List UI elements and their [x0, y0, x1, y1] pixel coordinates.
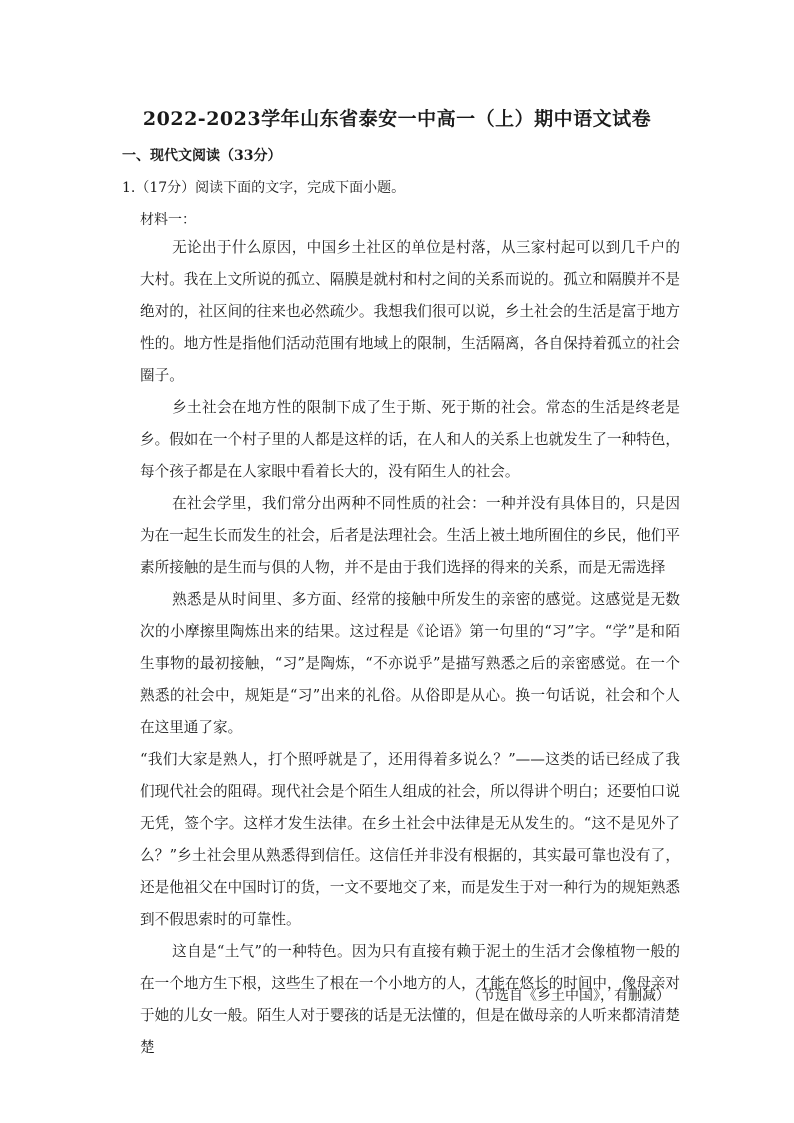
passage-paragraph: “我们大家是熟人，打个照呼就是了，还用得着多说么？”——这类的话已经成了我们现代社会的阻碍。现代社会是个陌生人组成的社会，所以得讲个明白；还要怕口说无凭，签个字。这样才发生法律。在乡土社会中法律是无从发生的。“这不是见外了么？”乡土社会里从熟悉得到信任。这信任并非没有根据的，其实最可靠也没有了，还是他祖父在中国时订的货，一文不要地交了来，而是发生于对一种行为的规矩熟悉到不假思索时的可靠性。 [140, 751, 680, 928]
source-citation: （节选自《乡土中国》，有删减） [467, 988, 670, 1004]
passage-paragraph: 乡土社会在地方性的限制下成了生于斯、死于斯的社会。常态的生活是终老是乡。假如在一个村子里的人都是这样的话，在人和人的关系上也就发生了一种特色，每个孩子都是在人家眼中看着长大的，没有陌生人的社会。 [140, 399, 680, 480]
passage-paragraph: 熟悉是从时间里、多方面、经常的接触中所发生的亲密的感觉。这感觉是无数次的小摩擦里陶炼出来的结果。这过程是《论语》第一句里的“习”字。“学”是和陌生事物的最初接触，“习”是陶炼，“不亦说乎”是描写熟悉之后的亲密感觉。在一个熟悉的社会中，规矩是“习”出来的礼俗。从俗即是从心。换一句话说，社会和个人在这里通了家。 [140, 591, 680, 736]
question-prompt: 1.（17分）阅读下面的文字，完成下面小题。 [122, 180, 406, 196]
passage-paragraph: 在社会学里，我们常分出两种不同性质的社会：一种并没有具体目的，只是因为在一起生长而发生的社会，后者是法理社会。生活上被土地所囿住的乡民，他们平素所接触的是生而与俱的人物，并不是由于我们选择的得来的关系，而是无需选择 [140, 495, 680, 576]
passage-paragraph: 这自是“土气”的一种特色。因为只有直接有赖于泥土的生活才会像植物一般的在一个地方生下根，这些生了根在一个小地方的人，才能在悠长的时间中，像母亲对于她的儿女一般。陌生人对于婴孩的话是无法懂的，但是在做母亲的人听来都清清楚楚 [140, 943, 680, 1056]
material-label: 材料一： [140, 212, 196, 228]
passage-paragraph: 无论出于什么原因，中国乡土社区的单位是村落，从三家村起可以到几千户的大村。我在上文所说的孤立、隔膜是就村和村之间的关系而说的。孤立和隔膜并不是绝对的，社区间的往来也必然疏少。我想我们很可以说，乡土社会的生活是富于地方性的。地方性是指他们活动范围有地域上的限制，生活隔离，各自保持着孤立的社会圈子。 [140, 239, 680, 384]
passage-body [140, 232, 680, 1064]
section-heading: 一、现代文阅读（33分） [122, 148, 282, 164]
page-title: 2022-2023学年山东省泰安一中高一（上）期中语文试卷 [142, 108, 652, 130]
